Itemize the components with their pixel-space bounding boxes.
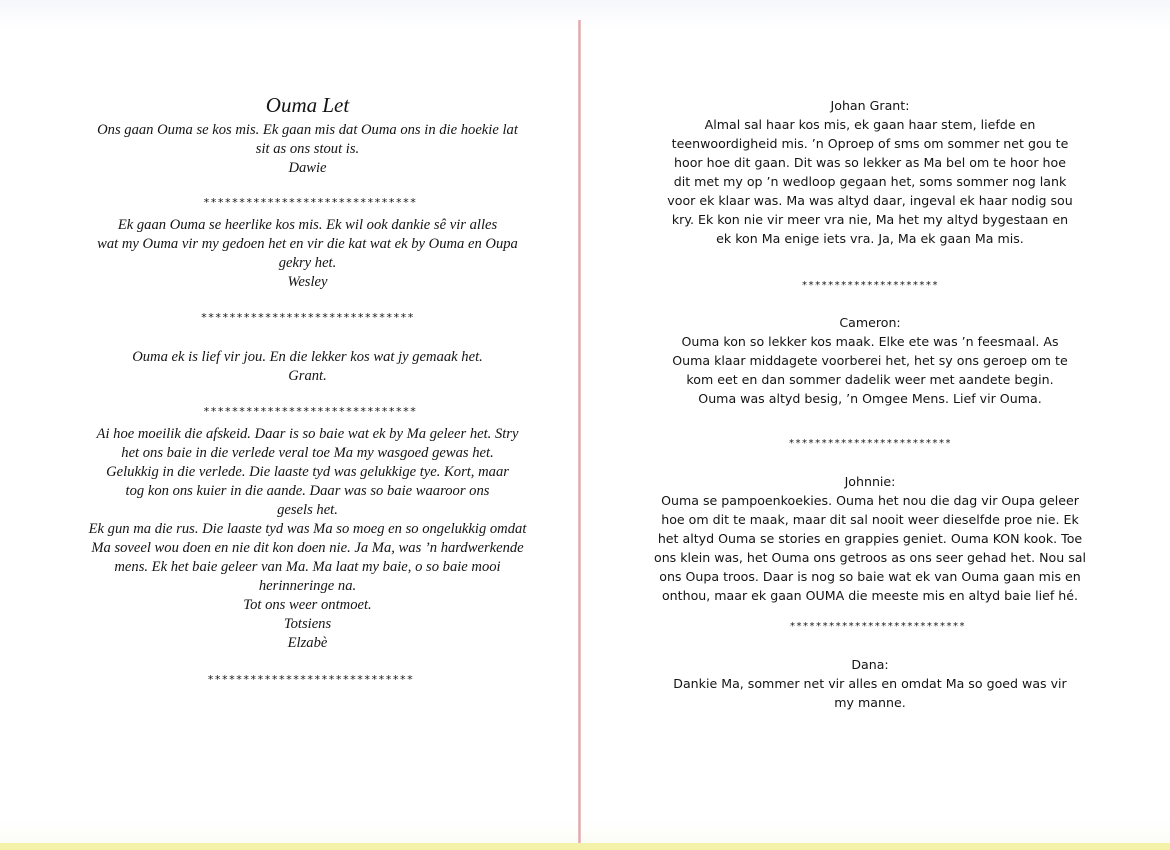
tribute-line: Ai hoe moeilik die afskeid. Daar is so baie wat ek by Ma geleer het. Stry — [96, 426, 519, 442]
tribute-line: Dankie Ma, sommer net vir alles en omdat Ma so goed was vir — [673, 676, 1067, 691]
separator: ****************************** — [200, 311, 415, 324]
tribute-line: sit as ons stout is. — [255, 141, 360, 157]
tribute-line: het ons baie in die verlede veral toe Ma my wasgoed gewas het. — [121, 445, 494, 461]
tribute-author: Johan Grant: — [830, 98, 910, 113]
tribute-johan-grant — [640, 96, 1100, 248]
tribute-line: ek kon Ma enige iets vra. Ja, Ma ek gaan Ma mis. — [716, 231, 1024, 246]
tribute-johnnie — [640, 472, 1100, 605]
tribute-line: hoor hoe dit gaan. Dit was so lekker as Ma bel om te hoor hoe — [674, 155, 1066, 170]
tribute-grant — [60, 348, 555, 386]
tribute-line: wat my Ouma vir my gedoen het en vir die kat wat ek by Ouma en Oupa — [97, 236, 518, 252]
separator: ****************************** — [203, 196, 417, 209]
tribute-line: Ek gun ma die rus. Die laaste tyd was Ma so moeg en so ongelukkig omdat — [88, 521, 527, 537]
tribute-author: Dana: — [851, 657, 889, 672]
tribute-line: Tot ons weer ontmoet. — [243, 597, 372, 613]
tribute-line: Almal sal haar kos mis, ek gaan haar stem, liefde en — [704, 117, 1036, 132]
page-fold-line — [578, 20, 581, 850]
tribute-line: dit met my op ’n wedloop gegaan het, soms sommer nog lank — [673, 174, 1067, 189]
tribute-line: Ons gaan Ouma se kos mis. Ek gaan mis dat Ouma ons in die hoekie lat — [97, 122, 518, 138]
tribute-line: teenwoordigheid mis. ’n Oproep of sms om sommer net gou te — [671, 136, 1069, 151]
tribute-line: Gelukkig in die verlede. Die laaste tyd was gelukkige tye. Kort, maar — [106, 464, 509, 480]
tribute-line: ons Oupa troos. Daar is nog so baie wat ek van Ouma gaan mis en — [659, 569, 1081, 584]
tribute-line: het altyd Ouma se stories en grappies geniet. Ouma KON kook. Toe — [657, 531, 1083, 546]
tribute-line: onthou, maar ek gaan OUMA die meeste mis en altyd baie lief hé. — [661, 588, 1079, 603]
tribute-elzabe — [60, 425, 555, 653]
tribute-cameron — [640, 313, 1100, 408]
tribute-line: Ouma was altyd besig, ’n Omgee Mens. Lief vir Ouma. — [698, 391, 1042, 406]
separator: ************************* — [788, 438, 952, 449]
tribute-line: mens. Ek het baie geleer van Ma. Ma laat my baie, o so baie mooi — [114, 559, 501, 575]
tribute-author: Wesley — [287, 274, 328, 290]
tribute-wesley — [60, 216, 555, 292]
tribute-author: Johnnie: — [844, 474, 896, 489]
separator: *************************** — [789, 621, 966, 632]
tribute-author: Grant. — [288, 368, 327, 384]
page-title: Ouma Let — [265, 93, 350, 117]
paper-bottom-edge — [0, 843, 1170, 850]
tribute-line: Ek gaan Ouma se heerlike kos mis. Ek wil ook dankie sê vir alles — [117, 217, 498, 233]
separator: ********************* — [801, 280, 939, 291]
separator: ****************************** — [203, 405, 417, 418]
tribute-line: Ouma klaar middagete voorberei het, het sy ons geroep om te — [672, 353, 1068, 368]
tribute-line: hoe om dit te maak, maar dit sal nooit weer dieselfde proe nie. Ek — [661, 512, 1079, 527]
tribute-line: Ouma se pampoenkoekies. Ouma het nou die dag vir Oupa geleer — [661, 493, 1079, 508]
tribute-author: Cameron: — [839, 315, 901, 330]
tribute-line: gesels het. — [277, 502, 338, 518]
tribute-dana — [640, 655, 1100, 712]
tribute-line: Totsiens — [283, 616, 332, 632]
tribute-author: Dawie — [288, 160, 327, 176]
tribute-line: Ouma kon so lekker kos maak. Elke ete was ’n feesmaal. As — [681, 334, 1059, 349]
tribute-line: kom eet en dan sommer dadelik weer met aandete begin. — [686, 372, 1054, 387]
tribute-line: my manne. — [834, 695, 906, 710]
tribute-line: kry. Ek kon nie vir meer vra nie, Ma het my altyd bygestaan en — [671, 212, 1069, 227]
tribute-line: voor ek klaar was. Ma was altyd daar, ingeval ek haar nodig sou — [667, 193, 1073, 208]
tribute-line: Ouma ek is lief vir jou. En die lekker kos wat jy gemaak het. — [132, 349, 483, 365]
right-page — [640, 0, 1100, 850]
left-page — [60, 0, 555, 850]
tribute-author: Elzabè — [287, 635, 328, 651]
tribute-dawie — [60, 121, 555, 178]
tribute-line: tog kon ons kuier in die aande. Daar was so baie waaroor ons — [125, 483, 490, 499]
tribute-line: Ma soveel wou doen en nie dit kon doen nie. Ja Ma, was ’n hardwerkende — [91, 540, 524, 556]
tribute-line: gekry het. — [278, 255, 337, 271]
tribute-line: ons klein was, het Ouma ons getroos as ons seer gehad het. Nou sal — [654, 550, 1086, 565]
tribute-line: herinneringe na. — [258, 578, 357, 594]
separator: ***************************** — [207, 673, 414, 686]
